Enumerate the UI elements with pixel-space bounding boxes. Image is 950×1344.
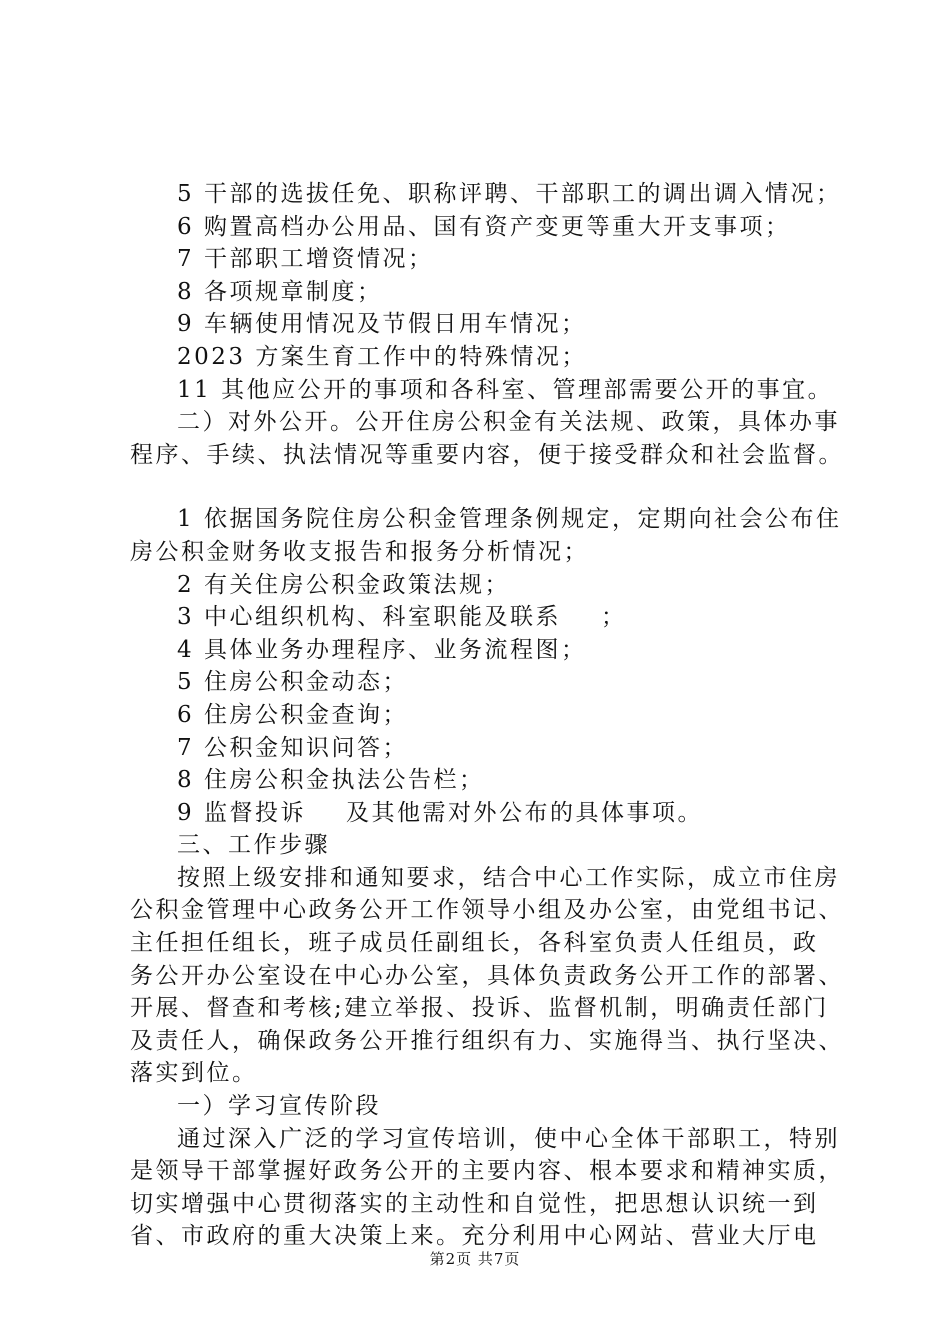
text-line: 6 住房公积金查询； — [177, 701, 408, 728]
text-line: 7 干部职工增资情况； — [177, 246, 434, 273]
text-line: 2023 方案生育工作中的特殊情况； — [177, 343, 587, 370]
text-line: 4 具体业务办理程序、业务流程图； — [177, 636, 587, 663]
text-line: 务公开办公室设在中心办公室，具体负责政务公开工作的部署、 — [130, 962, 844, 989]
section-heading: 二）对外公开。公开住房公积金有关法规、政策，具体办事 — [177, 409, 840, 436]
text-line: 9 车辆使用情况及节假日用车情况； — [177, 311, 587, 338]
text-line: 程序、手续、执法情况等重要内容，便于接受群众和社会监督。 — [130, 441, 844, 468]
text-line: 5 干部的选拔任免、职称评聘、干部职工的调出调入情况； — [177, 181, 842, 207]
text-line: 切实增强中心贯彻落实的主动性和自觉性，把思想认识统一到 — [130, 1190, 819, 1217]
text-line: 1 依据国务院住房公积金管理条例规定，定期向社会公布住 — [177, 506, 842, 533]
text-line: 主任担任组长，班子成员任副组长，各科室负责人任组员，政 — [130, 930, 819, 957]
text-fragment: 及其他需对外公布的具体事项。 — [345, 799, 703, 826]
text-line: 5 住房公积金动态； — [177, 669, 408, 696]
text-line: 6 购置高档办公用品、国有资产变更等重大开支事项； — [177, 213, 791, 240]
text-fragment: 3 中心组织机构、科室职能及联系 — [177, 604, 561, 631]
section-heading: 三、工作步骤 — [177, 832, 330, 859]
text-line — [130, 601, 850, 634]
text-fragment: 9 监督投诉 — [177, 799, 306, 826]
page-footer: 第2页 共7页 — [429, 1250, 521, 1268]
text-line: 通过深入广泛的学习宣传培训，使中心全体干部职工，特别 — [177, 1125, 840, 1152]
document-body — [130, 178, 850, 1253]
text-line: 开展、督查和考核;建立举报、投诉、监督机制，明确责任部门 — [130, 995, 829, 1022]
section-heading: 一）学习宣传阶段 — [177, 1093, 381, 1120]
text-line: 11 其他应公开的事项和各科室、管理部需要公开的事宜。 — [177, 376, 834, 403]
text-line: 是领导干部掌握好政务公开的主要内容、根本要求和精神实质， — [130, 1158, 844, 1185]
text-fragment: ； — [600, 604, 627, 631]
blank-line — [130, 471, 850, 503]
text-line: 房公积金财务收支报告和报务分析情况； — [130, 538, 589, 565]
text-line — [130, 797, 850, 830]
text-line: 公积金管理中心政务公开工作领导小组及办公室，由党组书记、 — [130, 897, 844, 924]
text-line: 8 住房公积金执法公告栏； — [177, 767, 485, 794]
text-line: 2 有关住房公积金政策法规； — [177, 571, 510, 598]
text-line: 省、市政府的重大决策上来。充分利用中心网站、营业大厅电 — [130, 1223, 819, 1250]
text-line: 落实到位。 — [130, 1060, 258, 1087]
text-line: 及责任人，确保政务公开推行组织有力、实施得当、执行坚决、 — [130, 1027, 844, 1054]
text-line: 7 公积金知识问答； — [177, 734, 408, 761]
text-line: 按照上级安排和通知要求，结合中心工作实际，成立市住房 — [177, 864, 840, 891]
text-line: 8 各项规章制度； — [177, 278, 383, 305]
